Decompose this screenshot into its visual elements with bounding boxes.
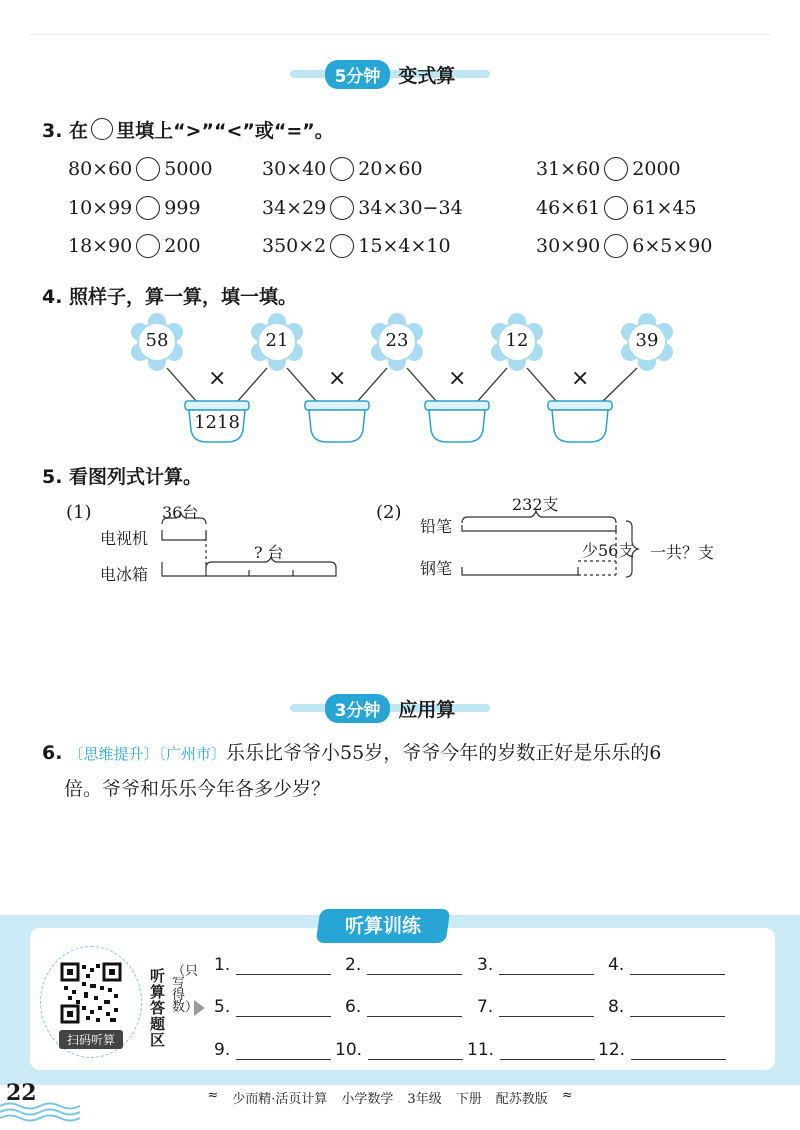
q3-heading: 3. 在 里填上“>”“<”或“=”。 [42, 120, 334, 142]
flower-number: 21 [265, 330, 289, 351]
compare-item: 34×29 34×30−34 [262, 197, 463, 219]
wave-icon: ≈ [561, 1088, 573, 1103]
bowl-icon [425, 401, 489, 442]
answer-circle[interactable] [136, 157, 160, 181]
flower-number: 12 [505, 330, 529, 351]
part-number: (2) [376, 502, 402, 523]
answer-blank[interactable]: 3. [477, 955, 594, 975]
flower-number: 23 [385, 330, 409, 351]
footer-info: ≈ 少而精·活页计算 小学数学 3年级 下册 配苏教版 ≈ [207, 1088, 573, 1107]
answer-blank[interactable]: 4. [608, 955, 725, 975]
compare-item: 30×40 20×60 [262, 158, 423, 180]
flower-number: 39 [635, 330, 659, 351]
bowl-result: 1218 [194, 412, 240, 433]
question-value: ? 台 [254, 543, 284, 562]
answer-blank[interactable]: 7. [477, 997, 594, 1017]
tv-value: 36台 [162, 503, 199, 522]
answer-blank[interactable]: 6. [345, 997, 462, 1017]
answer-circle[interactable] [330, 196, 354, 220]
pencil-value: 232支 [512, 495, 559, 514]
q5-heading: 5. 看图列式计算。 [42, 466, 203, 488]
compare-item: 18×90 200 [68, 235, 201, 257]
answer-circle[interactable] [136, 196, 160, 220]
times-sign: × [448, 366, 467, 391]
minutes-badge: 5分钟 [325, 60, 391, 89]
q6-line2: 倍。爷爷和乐乐今年各多少岁？ [64, 778, 331, 800]
answer-area-label: 听算答题区 [150, 967, 166, 1049]
section-title: 应用算 [398, 698, 456, 721]
flower-number: 58 [145, 330, 169, 351]
page-number: 22 [6, 1080, 37, 1106]
times-sign: × [571, 366, 590, 391]
answer-blank[interactable]: 5. [214, 997, 331, 1017]
compare-item: 31×60 2000 [536, 158, 681, 180]
bowl-icon [548, 401, 612, 442]
compare-item: 10×99 999 [68, 197, 201, 219]
answer-blank[interactable]: 11. [467, 1040, 595, 1060]
answer-circle[interactable] [330, 234, 354, 258]
section-banner-1 [290, 60, 490, 88]
part-number: (1) [66, 502, 92, 523]
line-diagram-1 [150, 510, 360, 590]
answer-circle[interactable] [604, 234, 628, 258]
minutes-badge: 3分钟 [325, 694, 391, 723]
compare-item: 46×61 61×45 [536, 197, 697, 219]
tag-thinking: 〔思维提升〕 [68, 745, 159, 763]
listening-title: 听算训练 [316, 909, 451, 943]
answer-note: （只写得数） [172, 964, 199, 1015]
q4-heading: 4. 照样子，算一算，填一填。 [42, 286, 298, 308]
wave-decoration [0, 1100, 80, 1122]
answer-circle[interactable] [136, 234, 160, 258]
answer-blank[interactable]: 8. [608, 997, 725, 1017]
tag-city: 〔广州市〕 [158, 745, 227, 763]
answer-blank[interactable]: 12. [598, 1040, 726, 1060]
section-banner-2 [290, 694, 490, 722]
play-arrow-icon [194, 1000, 205, 1016]
answer-circle[interactable] [330, 157, 354, 181]
wave-icon: ≈ [207, 1088, 219, 1103]
answer-blank[interactable]: 10. [335, 1040, 463, 1060]
answer-blank[interactable]: 2. [345, 955, 462, 975]
compare-item: 350×2 15×4×10 [262, 235, 451, 257]
q6-line1: 6. 〔思维提升〕〔广州市〕乐乐比爷爷小55岁，爷爷今年的岁数正好是乐乐的6 [42, 742, 662, 764]
qr-code-icon[interactable] [60, 962, 122, 1024]
bowl-icon [305, 401, 369, 442]
compare-item: 80×60 5000 [68, 158, 213, 180]
fridge-label: 电冰箱 [100, 565, 149, 584]
compare-item: 30×90 6×5×90 [536, 235, 713, 257]
pen-label: 钢笔 [420, 559, 453, 578]
top-rule [30, 34, 770, 35]
answer-circle[interactable] [604, 157, 628, 181]
times-sign: × [208, 366, 227, 391]
times-sign: × [328, 366, 347, 391]
line-diagram-2 [450, 505, 660, 585]
tv-label: 电视机 [100, 529, 149, 548]
answer-blank[interactable]: 1. [214, 955, 331, 975]
total-question: 一共？支 [650, 543, 715, 562]
answer-circle[interactable] [604, 196, 628, 220]
pencil-label: 铅笔 [420, 517, 453, 536]
qr-caption: 扫码听算 [59, 1030, 123, 1049]
section-title: 变式算 [398, 64, 456, 87]
answer-blank[interactable]: 9. [214, 1040, 331, 1060]
circle-icon [91, 118, 113, 140]
difference-value: 少56支 [582, 541, 635, 560]
